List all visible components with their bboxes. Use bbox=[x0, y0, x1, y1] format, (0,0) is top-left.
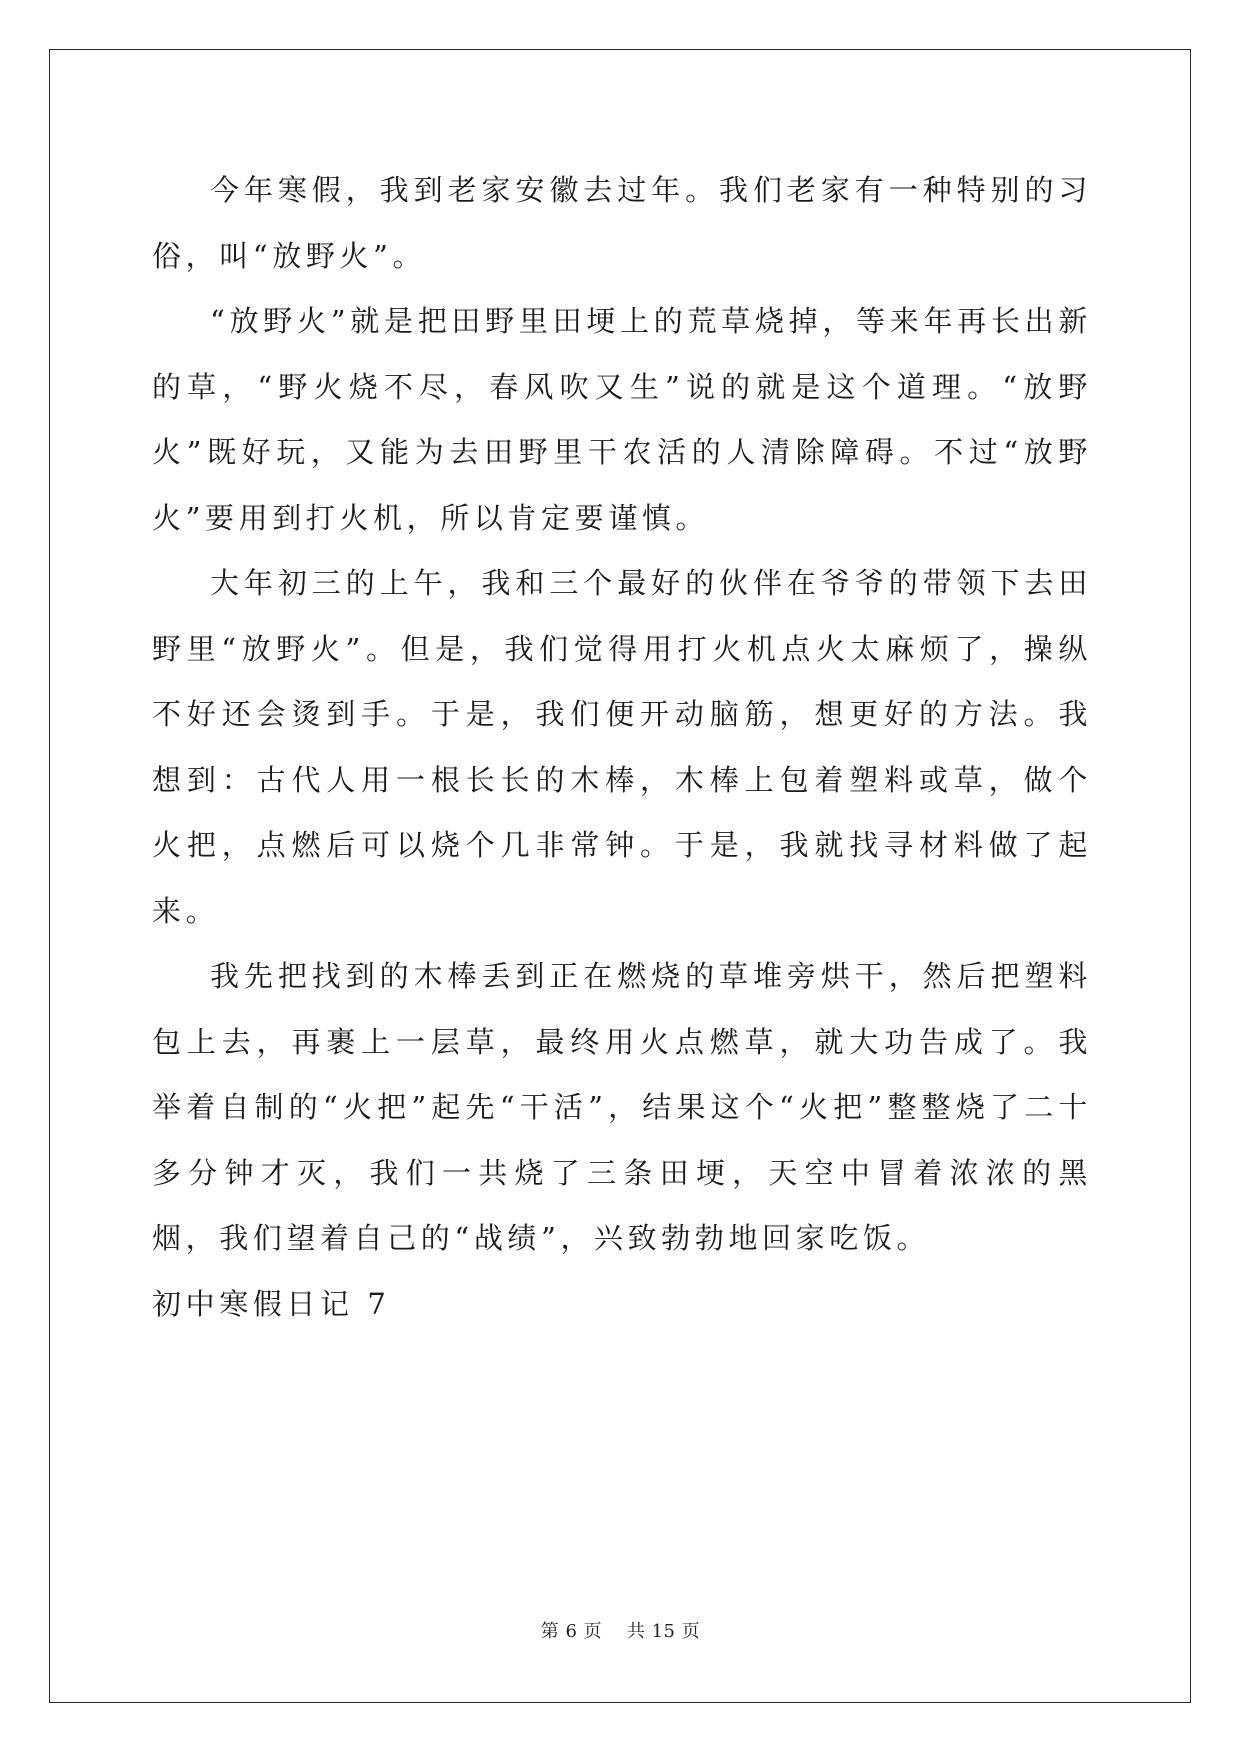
paragraph-1: 今年寒假，我到老家安徽去过年。我们老家有一种特别的习俗，叫“放野火”。 bbox=[152, 173, 1092, 273]
page-number-footer: 第 6 页 共 15 页 bbox=[540, 1621, 701, 1642]
paragraph-2: “放野火”就是把田野里田埂上的荒草烧掉，等来年再长出新的草，“野火烧不尽，春风吹又生”说的就是这个道理。“放野火”既好玩，又能为去田野里干农活的人清除障碍。不过“放野火”要用到打火机，所以肯定要谨慎。 bbox=[152, 304, 1092, 535]
paragraph-3: 大年初三的上午，我和三个最好的伙伴在爷爷的带领下去田野里“放野火”。但是，我们觉得用打火机点火太麻烦了，操纵不好还会烫到手。于是，我们便开动脑筋，想更好的方法。我想到：古代人用一根长长的木棒，木棒上包着塑料或草，做个火把，点燃后可以烧个几非常钟。于是，我就找寻材料做了起来。 bbox=[152, 566, 1092, 928]
section-heading: 初中寒假日记 7 bbox=[152, 1286, 391, 1321]
document-body bbox=[152, 158, 1092, 1337]
paragraph-4: 我先把找到的木棒丢到正在燃烧的草堆旁烘干，然后把塑料包上去，再裹上一层草，最终用火点燃草，就大功告成了。我举着自制的“火把”起先“干活”，结果这个“火把”整整烧了二十多分钟才灭，我们一共烧了三条田埂，天空中冒着浓浓的黑烟，我们望着自己的“战绩”，兴致勃勃地回家吃饭。 bbox=[152, 959, 1092, 1255]
